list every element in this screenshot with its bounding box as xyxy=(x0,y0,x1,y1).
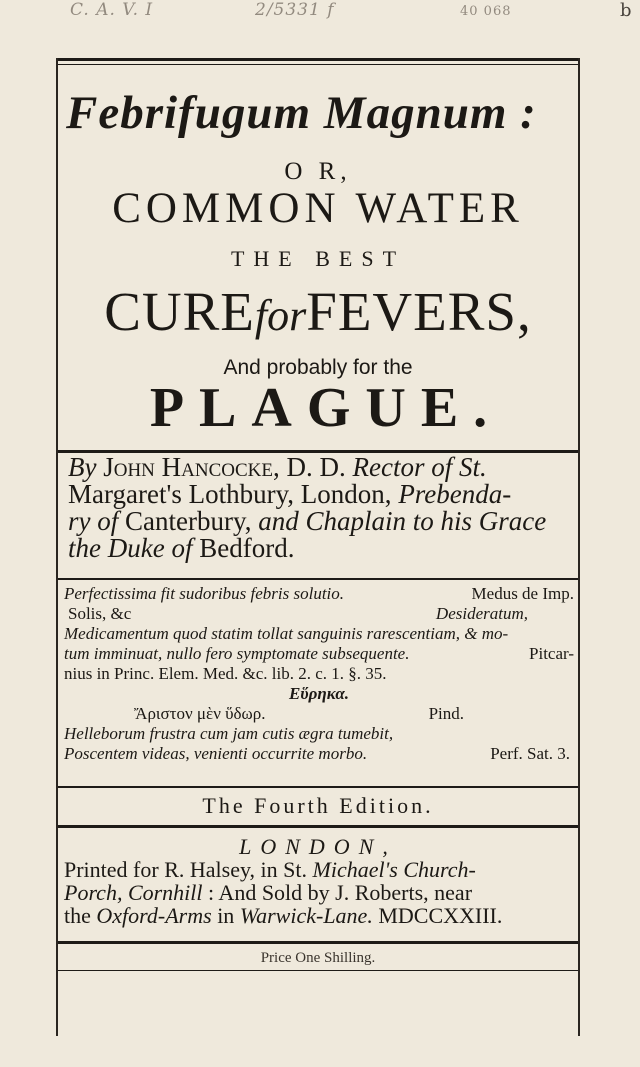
edition-line: The Fourth Edition. xyxy=(202,793,434,818)
handwritten-shelfmark-left: C. A. V. I xyxy=(70,0,154,20)
handwritten-shelfmark-center: 2/5331 f xyxy=(255,0,335,20)
title-or: O R, xyxy=(284,158,352,185)
title-plague: PLAGUE. xyxy=(149,377,503,439)
imprint-city: LONDON, xyxy=(239,834,397,859)
handwritten-shelfmark-right: 40 068 xyxy=(460,4,512,19)
title-and-probably: And probably for the xyxy=(223,356,413,379)
title-cure-for-fevers xyxy=(58,280,578,343)
author-line-4: the Duke of Bedford. xyxy=(68,533,295,563)
title-common-water: COMMON WATER xyxy=(112,185,524,232)
author-line-2: Margaret's Lothbury, London, Prebenda- xyxy=(68,479,512,509)
quote-line-5: nius in Princ. Elem. Med. &c. lib. 2. c. 1. §. 35. xyxy=(64,664,387,683)
epigraph-block xyxy=(64,584,574,764)
cure-word: CURE xyxy=(104,281,255,342)
price-line: Price One Shilling. xyxy=(260,950,376,966)
imprint-line-3: the Oxford-Arms in Warwick-Lane. MDCCXXIII. xyxy=(64,903,503,928)
quote-line-1: Perfectissima fit sudoribus febris solutio. Medus de Imp. xyxy=(64,584,574,603)
rule-under-edition xyxy=(58,825,578,828)
fevers-word: FEVERS, xyxy=(306,281,532,342)
quote-line-2: Solis, &c Desideratum, xyxy=(68,604,528,623)
rule-under-epigraph xyxy=(58,786,578,788)
author-line-1: By John Hancocke, D. D. Rector of St. xyxy=(68,452,487,482)
imprint-line-1: Printed for R. Halsey, in St. Michael's Church- xyxy=(64,857,476,882)
author-name: John Hancocke, D. D. xyxy=(103,452,346,482)
quote-line-9: Poscentem videas, venienti occurrite morbo. Perf. Sat. 3. xyxy=(64,744,570,763)
title-the-best: THE BEST xyxy=(230,246,406,271)
rule-bottom xyxy=(58,941,578,944)
handwritten-corner-mark: b xyxy=(620,0,633,21)
quote-line-3: Medicamentum quod statim tollat sanguinis rarescentiam, & mo- xyxy=(64,624,509,643)
quote-line-8: Helleborum frustra cum jam cutis ægra tumebit, xyxy=(64,724,394,743)
quote-line-6: Εὕρηκα. xyxy=(288,684,350,703)
top-rule xyxy=(58,58,578,61)
rule-under-price xyxy=(58,970,578,971)
title-page xyxy=(56,58,580,1036)
main-title: Febrifugum Magnum : xyxy=(66,87,537,139)
quote-line-7: Ἄριστον μὲν ὕδωρ. Pind. xyxy=(134,704,464,723)
for-word: for xyxy=(254,291,307,340)
author-line-3: ry of Canterbury, and Chaplain to his Grace xyxy=(68,506,547,536)
imprint-line-2: Porch, Cornhill : And Sold by J. Roberts, near xyxy=(64,880,473,905)
quote-line-4: tum imminuat, nullo fero symptomate subsequente. Pitcar- xyxy=(64,644,574,663)
imprint-block xyxy=(64,858,574,927)
author-block xyxy=(68,442,573,562)
rule-under-author xyxy=(58,578,578,580)
top-rule-thin xyxy=(58,64,578,65)
